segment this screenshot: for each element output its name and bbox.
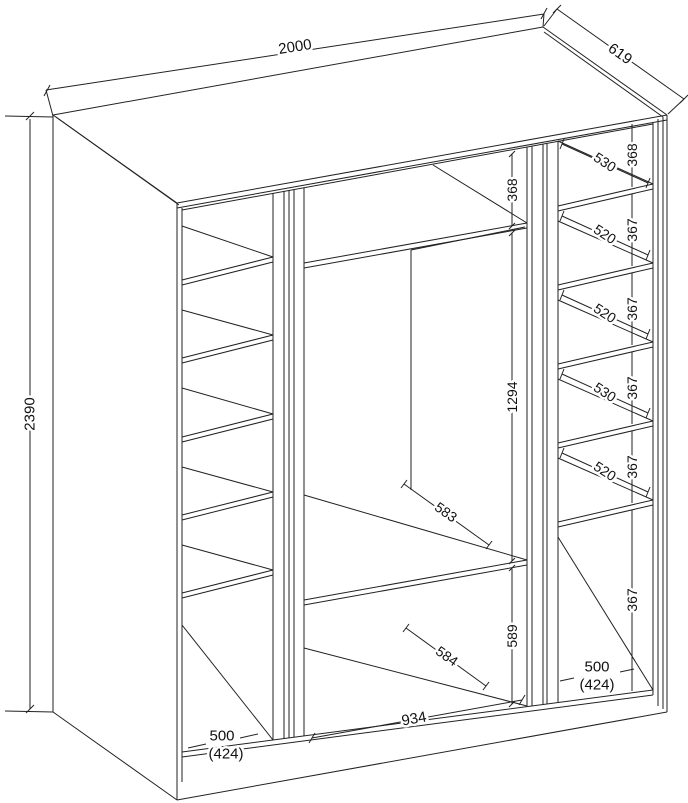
dim-right-compartment-0-width-label: 530 [590, 148, 620, 176]
dim-middle-width-label: 934 [400, 708, 428, 730]
dim-middle-top-gap-label: 368 [504, 178, 520, 202]
middle-section-shelves [304, 165, 527, 706]
carcass-outline [53, 27, 667, 800]
dim-overall-height-label: 2390 [21, 397, 39, 431]
dim-right-compartment-1-width-label: 520 [590, 220, 620, 248]
dim-right-compartment-5-height-label: 367 [624, 588, 640, 612]
dim-right-compartment-1-height-label: 367 [624, 218, 640, 242]
dim-middle-bottom-shelf-depth-label: 584 [432, 642, 462, 670]
partition-panels [273, 141, 558, 740]
dim-right-compartment-3-width-label: 530 [590, 378, 620, 406]
dim-right-bottom-width-alt-label: (424) [579, 676, 615, 694]
dimension-lines [5, 5, 688, 748]
dim-middle-hanging-height-label: 1294 [504, 381, 520, 413]
dim-middle-shelf-depth-label: 583 [431, 498, 461, 526]
dim-left-bottom-width-label: 500 [209, 727, 235, 745]
dim-left-bottom-width-alt-label: (424) [208, 745, 244, 763]
dim-overall-width-label: 2000 [277, 35, 313, 59]
dim-right-compartment-4-height-label: 367 [624, 455, 640, 479]
dim-middle-bottom-gap-label: 589 [504, 624, 520, 648]
dim-right-compartment-0-height-label: 368 [624, 143, 640, 167]
dim-right-bottom-width-label: 500 [584, 658, 610, 676]
dim-right-compartment-2-width-label: 520 [590, 299, 620, 327]
dim-right-compartment-4-width-label: 520 [590, 457, 620, 485]
dim-right-compartment-2-height-label: 367 [624, 297, 640, 321]
dim-right-compartment-3-height-label: 367 [624, 376, 640, 400]
left-column-shelves [182, 226, 273, 740]
dim-overall-depth-label: 619 [604, 39, 636, 69]
